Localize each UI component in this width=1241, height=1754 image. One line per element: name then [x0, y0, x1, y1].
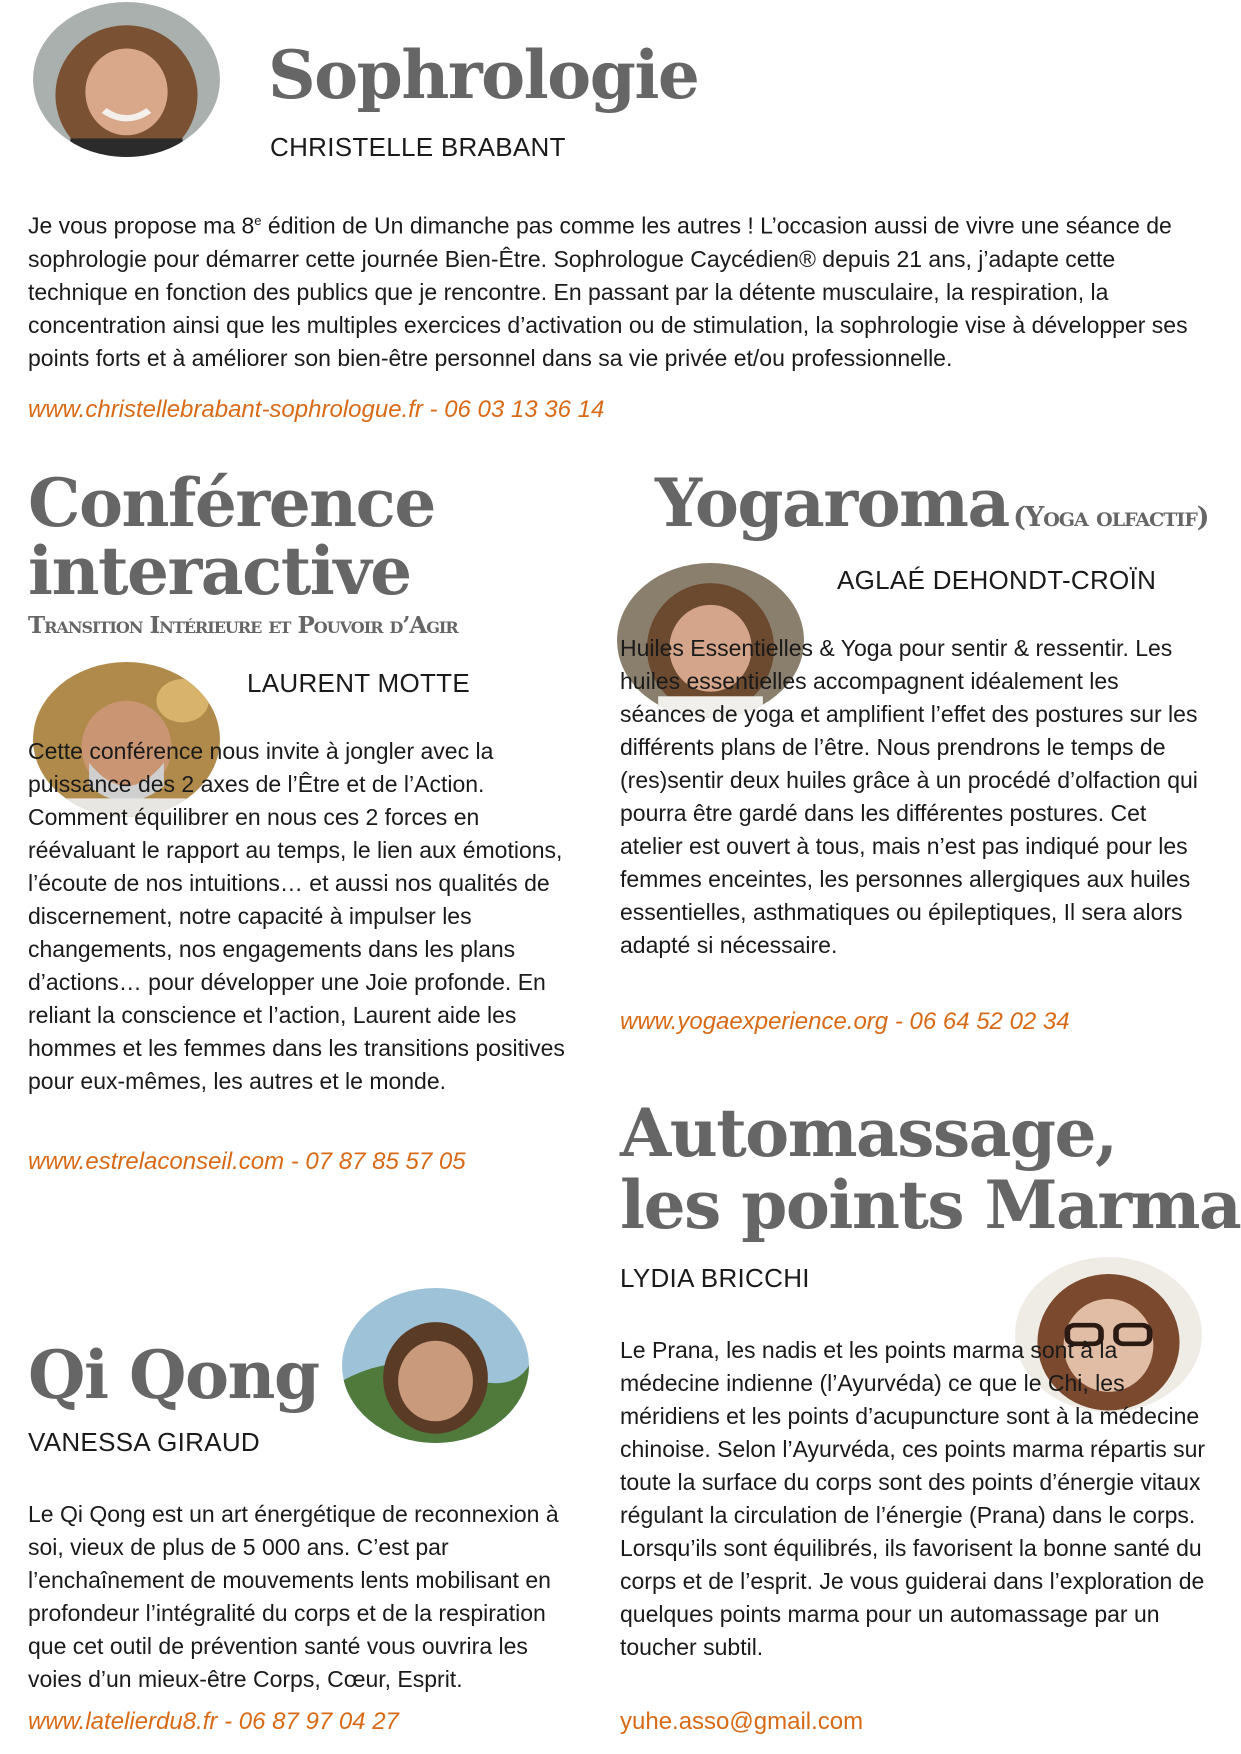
yogaroma-speaker: AGLAÉ DEHONDT-CROÏN — [837, 565, 1157, 595]
conference-subtitle: Transition Intérieure et Pouvoir d’Agir — [28, 612, 458, 639]
automassage-link[interactable]: yuhe.asso@gmail.com — [620, 1708, 864, 1735]
sophrologie-link[interactable]: www.christellebrabant-sophrologue.fr - 06 03 13 36 14 — [28, 396, 605, 423]
qiqong-speaker: VANESSA GIRAUD — [28, 1427, 261, 1457]
qiqong-text: Le Qi Qong est un art énergétique de reconnexion à soi, vieux de plus de 5 000 ans. C’est par l’enchaînement de mouvements lents mobilisant en profondeur l’intégralité du corps et de la respiration que cet outil de prévention santé vous ouvrira les voies d’un mieux-être Corps, Cœur, Esprit. — [28, 1501, 559, 1692]
automassage-text: Le Prana, les nadis et les points marma sont à la médecine indienne (l’Ayurvéda) ce que le Chi, les méridiens et les points d’acupuncture sont à la médecine chinoise. Selon l’Ayurvéda, ces points marma répartis sur toute la surface du corps sont des points d’énergie vitaux régulant la circulation de l’énergie (Prana) dans le corps. Lorsqu’ils sont équilibrés, ils favorisent la bonne santé du corps et de l’esprit. Je vous guiderai dans l’exploration de quelques points marma pour un automassage par un toucher subtil. — [620, 1337, 1206, 1660]
sophrologie-text-start: Je vous propose ma 8 — [28, 212, 255, 239]
yogaroma-title-note: (Yoga olfactif) — [1013, 502, 1209, 533]
yogaroma-text: Huiles Essentielles & Yoga pour sentir & ressentir. Les huiles essentielles accompagnent idéalement les séances de yoga et amplifient l’effet des postures sur les différents plans de l’être. Nous prendrons le temps de (res)sentir deux huiles grâce à un procédé d’olfaction qui pourra être gardé dans les différentes postures. Cet atelier est ouvert à tous, mais n’est pas indiqué pour les femmes enceintes, les personnes allergiques aux huiles essentielles, asthmatiques ou épileptiques, Il sera alors adapté si nécessaire. — [620, 635, 1198, 958]
sophrologie-text — [28, 204, 1208, 375]
automassage-title-line2: les points Marma — [620, 1166, 1241, 1244]
conference-title-line1: Conférence — [28, 464, 435, 542]
yogaroma-link[interactable]: www.yogaexperience.org - 06 64 52 02 34 — [620, 1008, 1070, 1035]
conference-link[interactable]: www.estrelaconseil.com - 07 87 85 57 05 — [28, 1148, 466, 1175]
vanessa-giraud-photo — [342, 1288, 529, 1443]
yogaroma-title: Yogaroma — [655, 464, 1009, 542]
conference-title-line2: interactive — [28, 532, 411, 610]
automassage-speaker: LYDIA BRICCHI — [620, 1263, 810, 1293]
automassage-title-line1: Automassage, — [620, 1094, 1117, 1172]
qiqong-link[interactable]: www.latelierdu8.fr - 06 87 97 04 27 — [28, 1708, 399, 1735]
edition-superscript: e — [254, 213, 262, 228]
conference-text: Cette conférence nous invite à jongler avec la puissance des 2 axes de l’Être et de l’Action. Comment équilibrer en nous ces 2 forces en réévaluant le rapport au temps, le lien aux émotions, l’écoute de nos intuitions… et aussi nos qualités de discernement, notre capacité à impulser les changements, nos engagements dans les plans d’actions… pour développer une Joie profonde. En reliant la conscience et l’action, Laurent aide les hommes et les femmes dans les transitions positives pour eux-mêmes, les autres et le monde. — [28, 738, 565, 1094]
yogaroma-title-row — [655, 464, 1209, 542]
conference-speaker: LAURENT MOTTE — [247, 668, 470, 698]
sophrologie-title: Sophrologie — [268, 36, 699, 114]
sophrologie-text-end: édition de Un dimanche pas comme les autres ! L’occasion aussi de vivre une séance de sophrologie pour démarrer cette journée Bien-Être. Sophrologue Caycédien® depuis 21 ans, j’adapte cette technique en fonction des publics que je rencontre. En passant par la détente musculaire, la respiration, la concentration ainsi que les multiples exercices d’activation ou de stimulation, la sophrologie vise à développer ses points forts et à améliorer son bien-être personnel dans sa vie privée et/ou professionnelle. — [28, 212, 1188, 371]
qiqong-title: Qi Qong — [28, 1336, 319, 1414]
sophrologie-speaker: CHRISTELLE BRABANT — [270, 132, 566, 162]
christelle-brabant-photo — [33, 2, 220, 157]
